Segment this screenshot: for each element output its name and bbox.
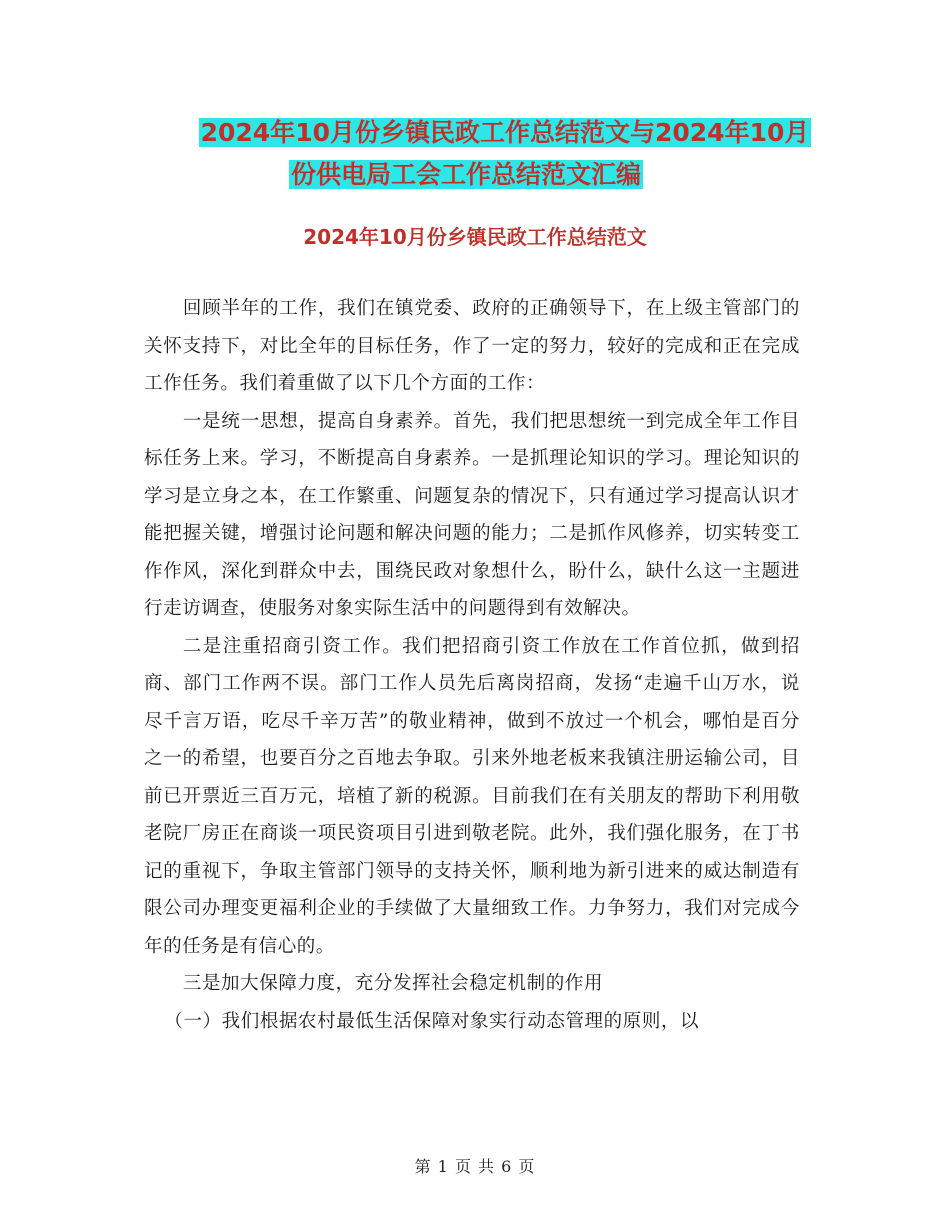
paragraph: 二是注重招商引资工作。我们把招商引资工作放在工作首位抓，做到招商、部门工作两不误。部门工作人员先后离岗招商，发扬“走遍千山万水，说尽千言万语，吃尽千辛万苦”的敬业精神，做到不放过一个机会，哪怕是百分之一的希望，也要百分之百地去争取。引来外地老板来我镇注册运输公司，目前已开票近三百万元，培植了新的税源。目前我们在有关朋友的帮助下利用敬老院厂房正在商谈一项民资项目引进到敬老院。此外，我们强化服务，在丁书记的重视下，争取主管部门领导的支持关怀，顺利地为新引进来的威达制造有限公司办理变更福利企业的手续做了大量细致工作。力争努力，我们对完成今年的任务是有信心的。: [144, 635, 800, 957]
title-line-2: 份供电局工会工作总结范文汇编: [291, 160, 642, 189]
paragraph: （一）我们根据农村最低生活保障对象实行动态管理的原则，以: [164, 1010, 700, 1032]
section-title: 2024年10月份乡镇民政工作总结范文: [303, 225, 647, 249]
title-line-1: 2024年10月份乡镇民政工作总结范文与2024年10月: [200, 118, 810, 147]
body-text: [144, 290, 800, 1040]
page-number-footer: 第 1 页 共 6 页: [414, 1157, 536, 1176]
document-title: [185, 112, 825, 196]
paragraph: 三是加大保障力度，充分发挥社会稳定机制的作用: [182, 973, 604, 994]
paragraph: 回顾半年的工作，我们在镇党委、政府的正确领导下，在上级主管部门的关怀支持下，对比全年的目标任务，作了一定的努力，较好的完成和正在完成工作任务。我们着重做了以下几个方面的工作：: [144, 298, 800, 394]
paragraph: 一是统一思想，提高自身素养。首先，我们把思想统一到完成全年工作目标任务上来。学习，不断提高自身素养。一是抓理论知识的学习。理论知识的学习是立身之本，在工作繁重、问题复杂的情况下，只有通过学习提高认识才能把握关键，增强讨论问题和解决问题的能力；二是抓作风修养，切实转变工作作风，深化到群众中去，围绕民政对象想什么，盼什么，缺什么这一主题进行走访调查，使服务对象实际生活中的问题得到有效解决。: [144, 410, 800, 619]
